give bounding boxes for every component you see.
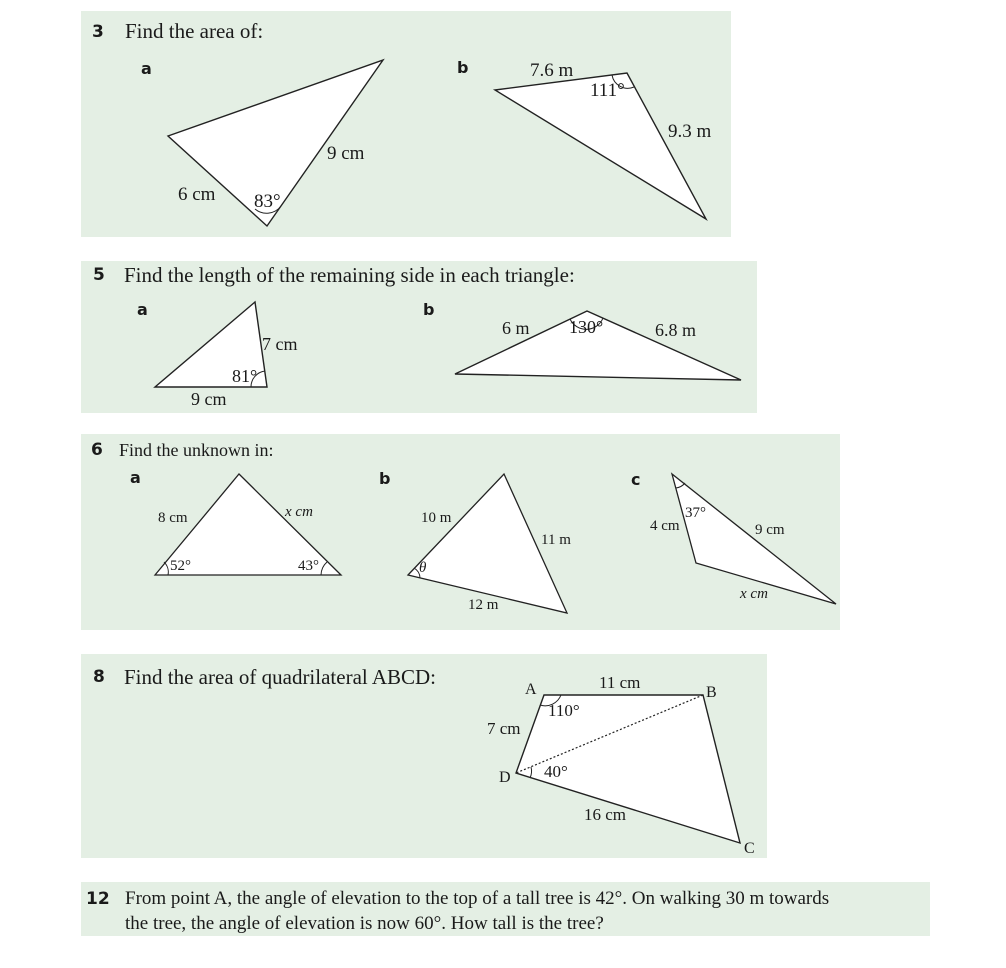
side-label-6c-2: 9 cm — [755, 522, 785, 538]
side-ab-label: 11 cm — [599, 673, 641, 692]
question-12-line-1: From point A, the angle of elevation to the top of a tall tree is 42°. On walking 30 m towards — [125, 888, 830, 909]
question-3b-label: b — [457, 58, 469, 77]
side-label-6a-2: x cm — [285, 504, 313, 520]
side-label-3b-2: 9.3 m — [668, 121, 712, 142]
question-8-prompt: Find the area of quadrilateral ABCD: — [124, 665, 436, 689]
angle-label-5a: 81° — [232, 366, 258, 386]
side-label-6c-3: x cm — [740, 586, 768, 602]
question-5a-label: a — [137, 300, 148, 319]
side-label-3a-1: 9 cm — [327, 143, 365, 164]
angle-label-6a-1: 52° — [170, 558, 191, 574]
side-label-6a-1: 8 cm — [158, 510, 188, 526]
question-12-number: 12 — [86, 889, 110, 909]
angle-a-label: 110° — [548, 701, 580, 720]
question-6c-label: c — [631, 470, 641, 489]
angle-label-3a: 83° — [254, 191, 281, 212]
question-3-number: 3 — [92, 22, 104, 42]
angle-label-3b: 111° — [590, 80, 625, 101]
question-6a-label: a — [130, 468, 141, 487]
vertex-a-label: A — [525, 681, 537, 698]
angle-label-6a-2: 43° — [298, 558, 319, 574]
vertex-b-label: B — [706, 684, 717, 701]
side-label-5b-1: 6 m — [502, 318, 530, 338]
side-label-6b-1: 10 m — [421, 510, 452, 526]
side-label-6b-3: 12 m — [468, 597, 499, 613]
side-ad-label: 7 cm — [487, 719, 521, 738]
question-5b-label: b — [423, 300, 435, 319]
question-6-number: 6 — [91, 440, 103, 460]
side-label-3a-2: 6 cm — [178, 184, 216, 205]
question-6-prompt: Find the unknown in: — [119, 440, 274, 460]
question-6b-label: b — [379, 469, 391, 488]
side-label-6c-1: 4 cm — [650, 518, 680, 534]
angle-label-6b: θ — [419, 560, 427, 576]
side-dc-label: 16 cm — [584, 805, 627, 824]
vertex-d-label: D — [499, 769, 511, 786]
angle-label-6c: 37° — [685, 505, 706, 521]
question-12-line-2: the tree, the angle of elevation is now 60°. How tall is the tree? — [125, 913, 604, 934]
side-label-5a-1: 7 cm — [262, 334, 298, 354]
angle-d-label: 40° — [544, 762, 568, 781]
question-5-number: 5 — [93, 265, 105, 285]
question-12-text — [125, 886, 829, 936]
side-label-5a-2: 9 cm — [191, 389, 227, 409]
question-3-prompt: Find the area of: — [125, 19, 264, 43]
side-label-3b-1: 7.6 m — [530, 60, 574, 81]
side-label-6b-2: 11 m — [541, 532, 571, 548]
question-8-number: 8 — [93, 667, 105, 687]
vertex-c-label: C — [744, 840, 755, 857]
question-5-prompt: Find the length of the remaining side in each triangle: — [124, 263, 575, 287]
question-3a-label: a — [141, 59, 152, 78]
angle-label-5b: 130° — [569, 317, 604, 337]
side-label-5b-2: 6.8 m — [655, 320, 697, 340]
